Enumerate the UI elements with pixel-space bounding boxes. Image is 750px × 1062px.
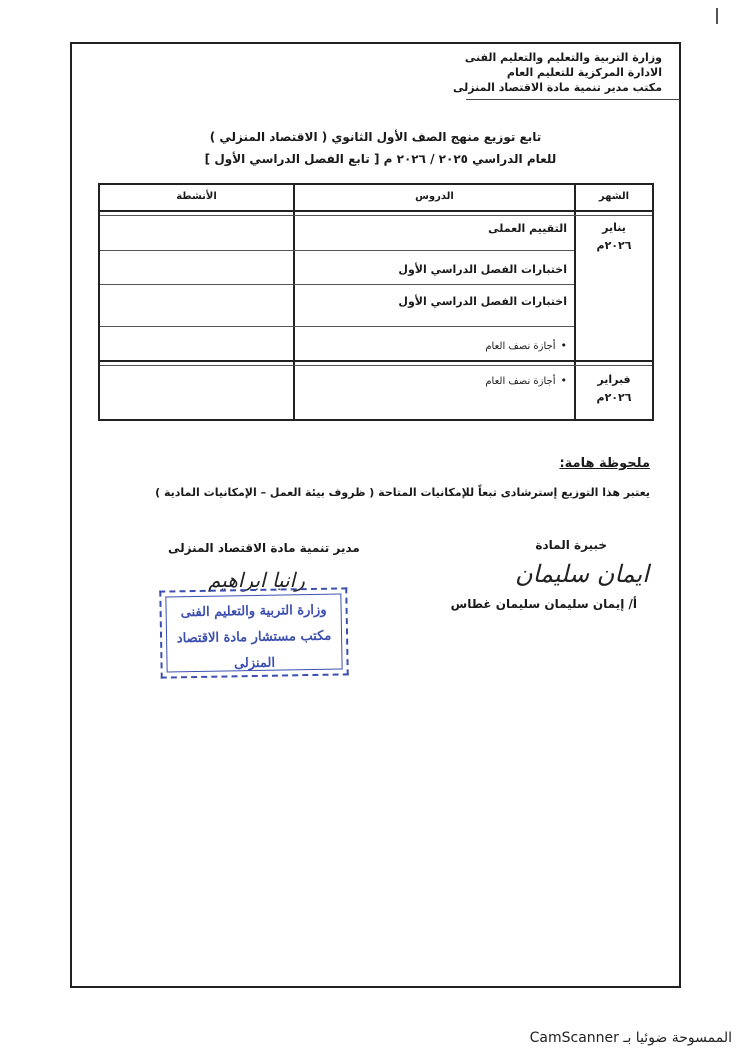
month-january bbox=[576, 219, 652, 255]
month-february bbox=[576, 371, 652, 407]
director-signature: رانيا ابراهيم bbox=[208, 568, 305, 592]
header-line-2: الادارة المركزية للتعليم العام bbox=[506, 66, 662, 79]
month-separator-inner bbox=[100, 365, 652, 366]
header-lessons: الدروس bbox=[415, 191, 454, 202]
scan-mark bbox=[716, 8, 718, 24]
camscanner-footer: الممسوحة ضوئيا بـ CamScanner bbox=[529, 1030, 732, 1046]
expert-title: خبيرة المادة bbox=[535, 538, 607, 552]
header-bottom-line bbox=[100, 210, 652, 212]
expert-name: أ/ إيمان سليمان سليمان غطاس bbox=[450, 597, 637, 611]
title-line-2: للعام الدراسي ٢٠٢٥ / ٢٠٢٦ م [ تابع الفصل الدراسي الأول ] bbox=[204, 152, 557, 166]
row-line-1 bbox=[100, 250, 574, 251]
lesson-midyear-holiday-february: • أجازة نصف العام bbox=[295, 374, 567, 387]
stamp-line-2: مكتب مستشار مادة الاقتصاد المنزلى bbox=[176, 628, 332, 672]
document-titles bbox=[70, 126, 681, 170]
stamp-inner-border bbox=[165, 593, 342, 672]
month-separator bbox=[100, 360, 652, 362]
header-line-3: مكتب مدير تنمية مادة الاقتصاد المنزلى bbox=[453, 81, 662, 94]
expert-signature: ايمان سليمان bbox=[515, 560, 649, 588]
month-january-name: يناير bbox=[602, 221, 626, 234]
lesson-midyear-holiday-january: • أجازة نصف العام bbox=[295, 339, 567, 352]
stamp-line-1: وزارة التربية والتعليم الفنى bbox=[180, 602, 327, 621]
note-text: يعتبر هذا التوزيع إسترشادى تبعاً للإمكانيات المتاحة ( ظروف بيئة العمل – الإمكانيات المادية ) bbox=[155, 486, 650, 499]
row-line-3 bbox=[100, 326, 574, 327]
header-line-1: وزارة التربية والتعليم والتعليم الفنى bbox=[464, 51, 662, 64]
director-title: مدير تنمية مادة الاقتصاد المنزلى bbox=[168, 541, 360, 555]
month-january-year: ٢٠٢٦م bbox=[596, 239, 632, 252]
header-underline bbox=[466, 99, 680, 100]
lesson-first-term-exams-1: اختبارات الفصل الدراسي الأول bbox=[398, 263, 567, 276]
title-line-1: تابع توزيع منهج الصف الأول الثانوي ( الاقتصاد المنزلي ) bbox=[209, 130, 542, 144]
month-february-name: فبراير bbox=[597, 373, 631, 386]
official-stamp bbox=[159, 587, 349, 678]
header-activities: الأنشطة bbox=[176, 191, 217, 202]
note-title: ملحوظة هامة: bbox=[559, 456, 650, 471]
header-bottom-line-inner bbox=[100, 215, 652, 216]
row-line-2 bbox=[100, 284, 574, 285]
lesson-first-term-exams-2: اختبارات الفصل الدراسي الأول bbox=[398, 295, 567, 308]
header-month: الشهر bbox=[598, 191, 630, 202]
schedule-table bbox=[98, 183, 654, 421]
lesson-practical-assessment: التقييم العملى bbox=[488, 222, 567, 235]
ministry-header bbox=[453, 50, 662, 95]
month-february-year: ٢٠٢٦م bbox=[596, 391, 632, 404]
